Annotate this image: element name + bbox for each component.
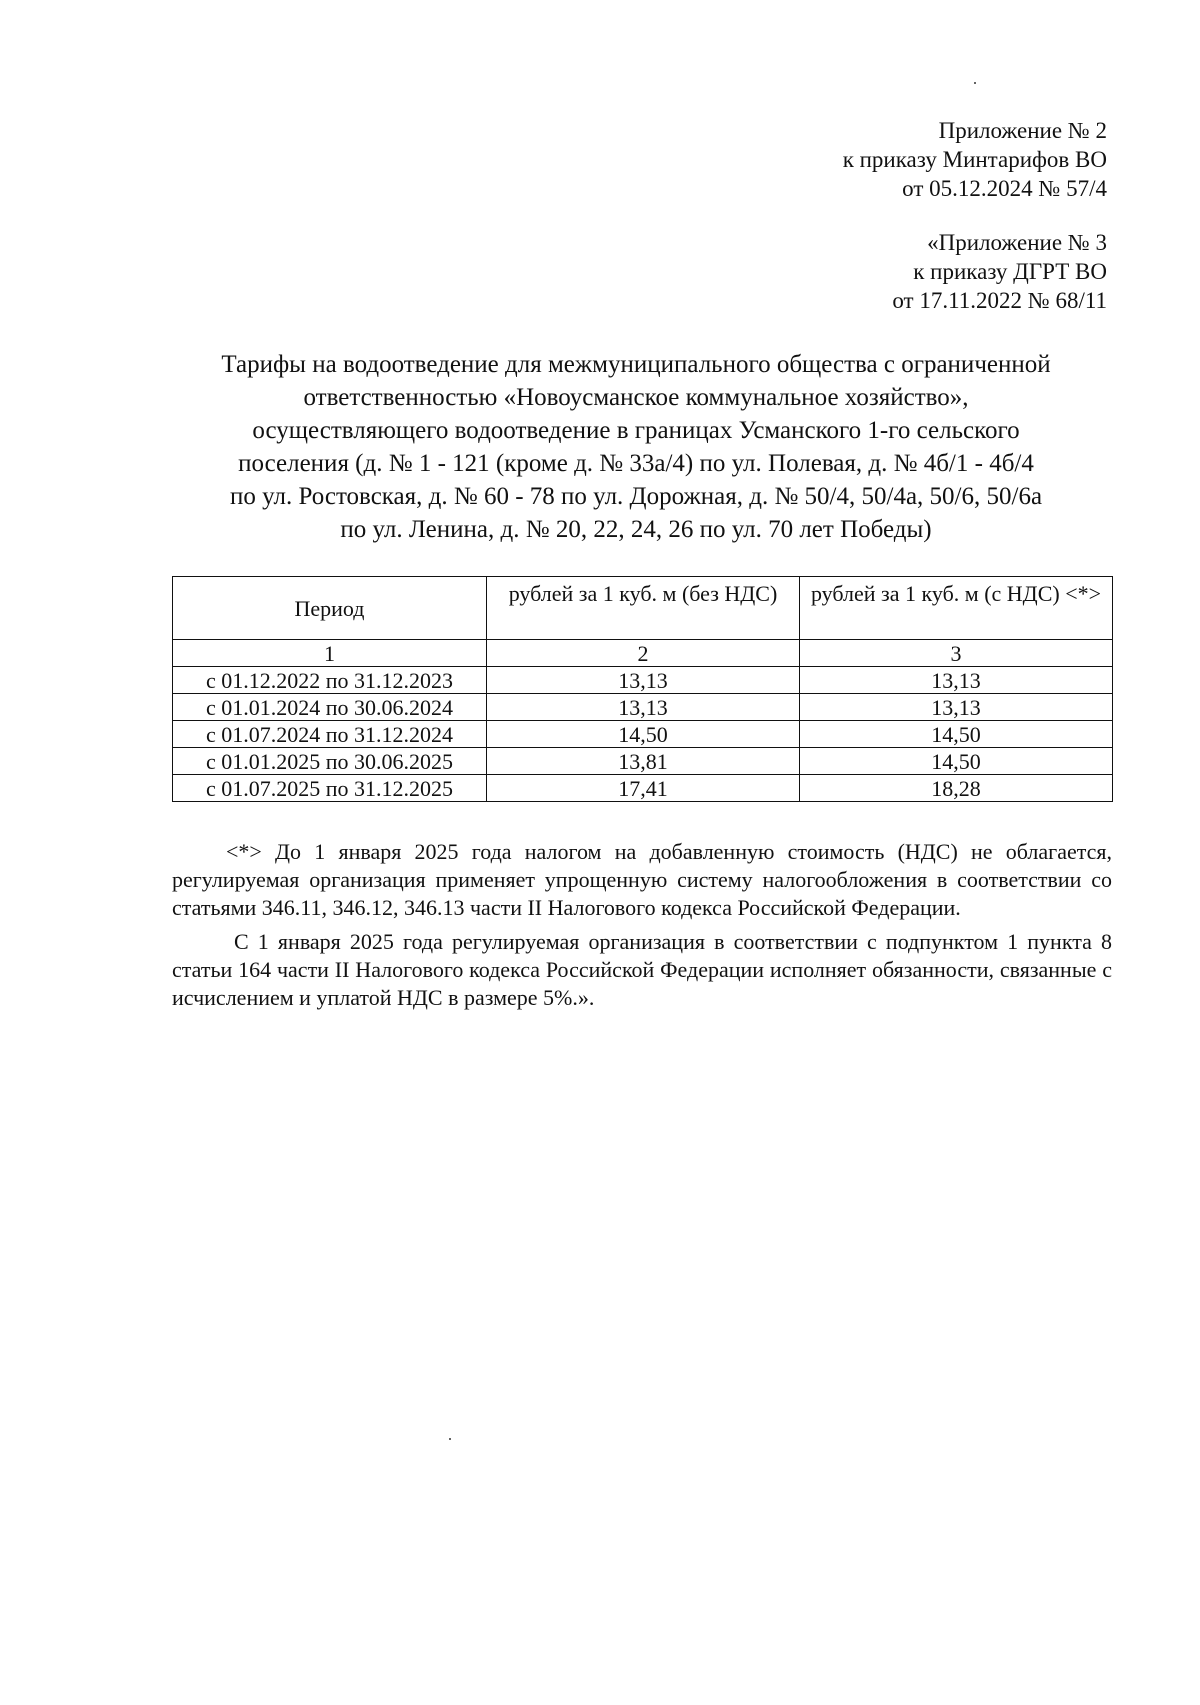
header-period: Период bbox=[173, 577, 487, 640]
cell-period: с 01.01.2025 по 30.06.2025 bbox=[173, 748, 487, 775]
column-number: 3 bbox=[800, 640, 1113, 667]
table-row bbox=[173, 694, 1113, 721]
cell-price-with-vat: 14,50 bbox=[800, 721, 1113, 748]
title-line-2: ответственностью «Новоусманское коммунальное хозяйство», bbox=[303, 384, 969, 411]
attachment-current-line-1: Приложение № 2 bbox=[938, 118, 1107, 143]
table-row bbox=[173, 667, 1113, 694]
cell-period: с 01.12.2022 по 31.12.2023 bbox=[173, 667, 487, 694]
attachment-current-header bbox=[843, 116, 1107, 203]
title-line-5: по ул. Ростовская, д. № 60 - 78 по ул. Дорожная, д. № 50/4, 50/4а, 50/6, 50/6а bbox=[229, 483, 1043, 510]
cell-price-with-vat: 14,50 bbox=[800, 748, 1113, 775]
attachment-previous-header bbox=[892, 228, 1107, 315]
scan-speck bbox=[974, 82, 976, 84]
table-row bbox=[173, 721, 1113, 748]
title-line-6: по ул. Ленина, д. № 20, 22, 24, 26 по ул. 70 лет Победы) bbox=[340, 516, 932, 543]
title-line-1: Тарифы на водоотведение для межмуниципального общества с ограниченной bbox=[221, 351, 1051, 378]
footnotes bbox=[172, 838, 1112, 1018]
cell-period: с 01.07.2025 по 31.12.2025 bbox=[173, 775, 487, 802]
table-header-row bbox=[173, 577, 1113, 640]
attachment-previous-line-2: к приказу ДГРТ ВО bbox=[913, 259, 1107, 284]
column-number: 2 bbox=[487, 640, 800, 667]
title-line-3: осуществляющего водоотведение в границах Усманского 1-го сельского bbox=[252, 417, 1020, 444]
cell-price-without-vat: 13,13 bbox=[487, 667, 800, 694]
table-row bbox=[173, 748, 1113, 775]
attachment-current-line-3: от 05.12.2024 № 57/4 bbox=[902, 176, 1107, 201]
cell-price-without-vat: 13,81 bbox=[487, 748, 800, 775]
attachment-current-line-2: к приказу Минтарифов ВО bbox=[842, 147, 1107, 172]
header-price-without-vat: рублей за 1 куб. м (без НДС) bbox=[487, 577, 800, 640]
cell-price-with-vat: 18,28 bbox=[800, 775, 1113, 802]
scan-speck bbox=[449, 1438, 451, 1440]
cell-price-without-vat: 13,13 bbox=[487, 694, 800, 721]
cell-period: с 01.01.2024 по 30.06.2024 bbox=[173, 694, 487, 721]
column-number: 1 bbox=[173, 640, 487, 667]
tariff-table bbox=[172, 576, 1113, 802]
title-line-4: поселения (д. № 1 - 121 (кроме д. № 33а/4) по ул. Полевая, д. № 4б/1 - 4б/4 bbox=[238, 450, 1034, 477]
cell-period: с 01.07.2024 по 31.12.2024 bbox=[173, 721, 487, 748]
cell-price-with-vat: 13,13 bbox=[800, 694, 1113, 721]
cell-price-without-vat: 14,50 bbox=[487, 721, 800, 748]
attachment-previous-line-3: от 17.11.2022 № 68/11 bbox=[892, 288, 1107, 313]
document-title bbox=[160, 348, 1112, 546]
table-row bbox=[173, 775, 1113, 802]
header-price-with-vat: рублей за 1 куб. м (с НДС) <*> bbox=[800, 577, 1113, 640]
footnote-vat-before-2025: <*> До 1 января 2025 года налогом на добавленную стоимость (НДС) не облагается, регулируемая организация применяет упрощенную систему налогообложения в соответствии со статьями 346.11, 346.12, 346.13 части II Налогового кодекса Российской Федерации. bbox=[172, 839, 1112, 920]
table-column-numbers-row bbox=[173, 640, 1113, 667]
attachment-previous-line-1: «Приложение № 3 bbox=[927, 230, 1107, 255]
cell-price-without-vat: 17,41 bbox=[487, 775, 800, 802]
cell-price-with-vat: 13,13 bbox=[800, 667, 1113, 694]
footnote-vat-from-2025: С 1 января 2025 года регулируемая организация в соответствии с подпунктом 1 пункта 8 статьи 164 части II Налогового кодекса Российской Федерации исполняет обязанности, связанные с исчислением и уплатой НДС в размере 5%.». bbox=[172, 929, 1112, 1010]
